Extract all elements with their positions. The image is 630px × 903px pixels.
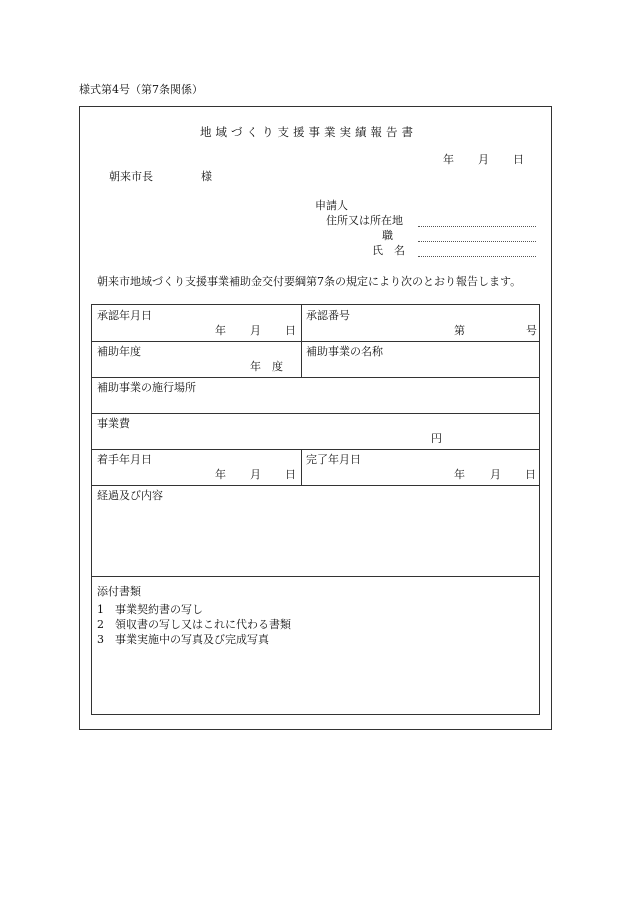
start-date-day: 日 [285, 468, 296, 481]
row-divider [92, 341, 539, 342]
approval-date-year: 年 [215, 324, 226, 337]
row-divider [92, 377, 539, 378]
col-divider [301, 305, 302, 377]
cost-yen: 円 [431, 432, 442, 445]
cost-label: 事業費 [97, 417, 130, 430]
end-date-label: 完了年月日 [306, 453, 361, 466]
approval-number-label: 承認番号 [306, 309, 350, 322]
attachment-item-2: 領収書の写し又はこれに代わる書類 [115, 618, 291, 631]
start-date-label: 着手年月日 [97, 453, 152, 466]
page-title: 地域づくり支援事業実績報告書 [200, 125, 417, 139]
row-divider [92, 485, 539, 486]
project-name-label: 補助事業の名称 [306, 345, 383, 358]
approval-number-suffix: 号 [526, 324, 537, 337]
addressee-name: 朝来市長 [109, 170, 153, 183]
start-date-month: 月 [250, 468, 261, 481]
subsidy-year-unit: 年 度 [250, 360, 283, 373]
approval-number-prefix: 第 [454, 324, 465, 337]
attachments-label: 添付書類 [97, 585, 141, 598]
attachment-item-1: 事業契約書の写し [115, 603, 203, 616]
applicant-name-label: 氏 名 [372, 244, 405, 257]
date-day: 日 [513, 153, 524, 166]
applicant-address-label: 住所又は所在地 [326, 214, 403, 227]
applicant-position-label: 職 [382, 229, 393, 242]
address-field[interactable] [418, 226, 536, 227]
row-divider [92, 413, 539, 414]
report-table [91, 304, 540, 715]
date-year: 年 [443, 153, 454, 166]
attachment-no-1: 1 [97, 603, 104, 616]
name-field[interactable] [418, 256, 536, 257]
progress-label: 経過及び内容 [97, 489, 163, 502]
approval-date-label: 承認年月日 [97, 309, 152, 322]
form-number: 様式第4号（第7条関係） [79, 83, 203, 96]
attachment-no-3: 3 [97, 633, 104, 646]
start-date-year: 年 [215, 468, 226, 481]
position-field[interactable] [418, 241, 536, 242]
applicant-heading: 申請人 [315, 199, 348, 212]
date-month: 月 [478, 153, 489, 166]
end-date-year: 年 [454, 468, 465, 481]
subsidy-year-label: 補助年度 [97, 345, 141, 358]
addressee-honorific: 様 [201, 170, 212, 183]
location-label: 補助事業の施行場所 [97, 381, 196, 394]
end-date-month: 月 [490, 468, 501, 481]
approval-date-month: 月 [250, 324, 261, 337]
report-statement: 朝来市地域づくり支援事業補助金交付要綱第7条の規定により次のとおり報告します。 [97, 275, 522, 288]
row-divider [92, 449, 539, 450]
row-divider [92, 576, 539, 577]
col-divider [301, 449, 302, 485]
attachment-item-3: 事業実施中の写真及び完成写真 [115, 633, 269, 646]
approval-date-day: 日 [285, 324, 296, 337]
end-date-day: 日 [525, 468, 536, 481]
attachment-no-2: 2 [97, 618, 104, 631]
